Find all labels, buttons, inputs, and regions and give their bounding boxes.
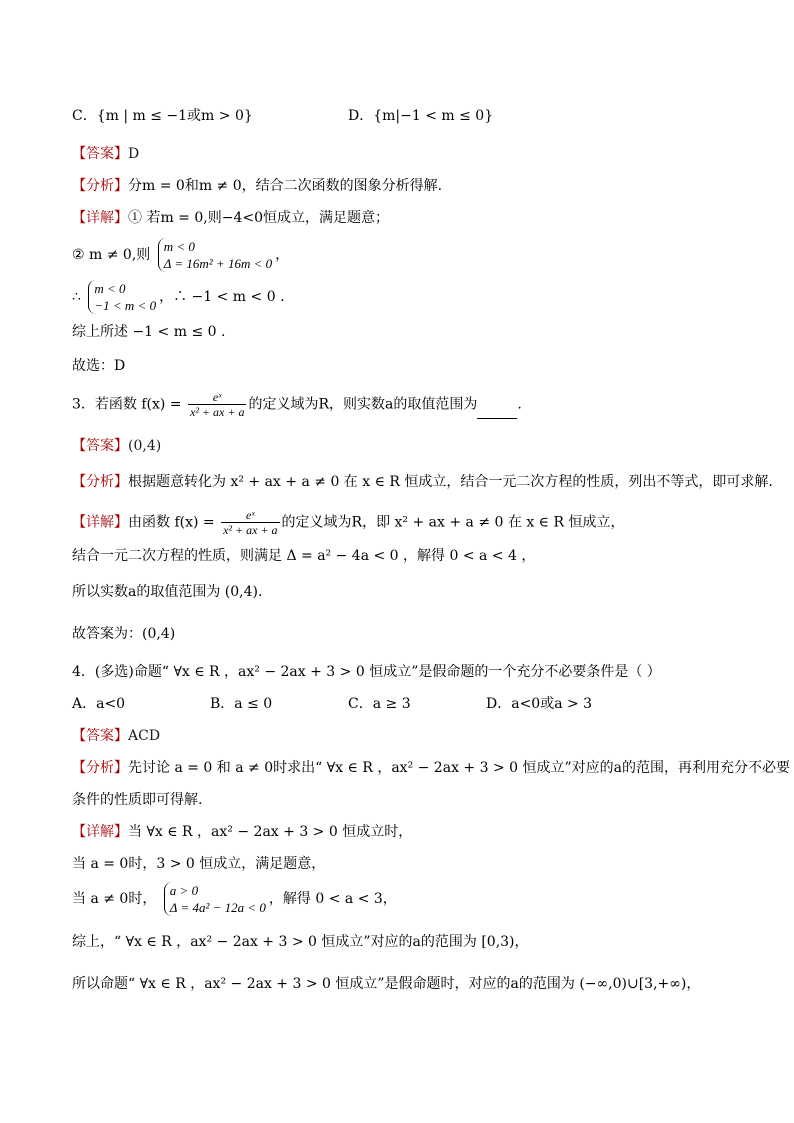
q3-final: 故答案为：(0,4) [72, 626, 176, 642]
q4-detail-1: 当 ∀x ∈ R ，ax² − 2ax + 3 > 0 恒成立时， [128, 824, 413, 840]
q2-option-c: C．{m | m ≤ −1或m > 0} [72, 108, 253, 124]
fraction-numerator: eˣ [188, 390, 246, 405]
q4-answer-line [72, 726, 160, 746]
q4-answer: ACD [128, 728, 161, 744]
q3-analysis-line [72, 472, 773, 492]
q3-detail-2: 结合一元二次方程的性质，则满足 Δ = a² − 4a < 0 ，解得 0 < a < 4 ， [72, 548, 536, 564]
q3-analysis: 根据题意转化为 x² + ax + a ≠ 0 在 x ∈ R 恒成立，结合一元二次方程的性质，列出不等式，即可求解. [128, 474, 773, 490]
q4-detail-5: 所以命题“ ∀x ∈ R ，ax² − 2ax + 3 > 0 恒成立”是假命题时，对应的a的范围为 (−∞,0)∪[3,+∞)， [72, 976, 701, 992]
fraction-denominator: x² + ax + a [190, 405, 245, 419]
q4-detail-line-1 [72, 822, 412, 842]
q3-stem-suffix: 的定义域为R，则实数a的取值范围为 [248, 396, 478, 413]
system-row: a > 0 [169, 883, 199, 898]
q4-analysis-1: 先讨论 a = 0 和 a ≠ 0时求出“ ∀x ∈ R ，ax² − 2ax + 3 > 0 恒成立”对应的a的范围，再利用充分不必要 [128, 760, 790, 776]
q4-option-b: B．a ≤ 0 [210, 696, 273, 712]
analysis-tag: 【分析】 [72, 178, 128, 194]
q3-detail-fraction [221, 508, 279, 537]
q3-stem-end: . [517, 396, 522, 413]
q4-detail-3-prefix: 当 a ≠ 0时， [72, 891, 157, 907]
q2-option-d: D．{m|−1 < m ≤ 0} [348, 108, 494, 124]
q4-detail-line-3 [72, 882, 397, 916]
system-row: Δ = 4a² − 12a < 0 [169, 900, 266, 915]
system-row: Δ = 16m² + 16m < 0 [163, 256, 273, 271]
q2-detail-line-1 [72, 208, 389, 228]
q4-detail-3-suffix: ，解得 0 < a < 3， [268, 891, 397, 907]
q2-detail-2-suffix: ， [275, 247, 290, 263]
answer-tag: 【答案】 [72, 438, 128, 454]
q3-detail-line-1 [72, 508, 625, 537]
q3-detail-3: 所以实数a的取值范围为 (0,4). [72, 584, 263, 600]
q2-detail-1: ① 若m = 0,则−4<0恒成立，满足题意； [128, 210, 389, 226]
detail-tag: 【详解】 [72, 514, 128, 531]
q2-detail-3-system [88, 280, 156, 314]
q3-answer-line [72, 436, 161, 456]
answer-blank [477, 404, 517, 419]
system-row: −1 < m < 0 [94, 298, 157, 313]
q2-analysis: 分m = 0和m ≠ 0，结合二次函数的图象分析得解. [128, 178, 443, 194]
q4-option-a: A．a<0 [72, 696, 126, 712]
detail-tag: 【详解】 [72, 210, 128, 226]
analysis-tag: 【分析】 [72, 760, 128, 776]
q4-option-c: C．a ≥ 3 [348, 696, 411, 712]
answer-tag: 【答案】 [72, 146, 128, 162]
fraction-numerator: eˣ [221, 508, 279, 523]
q4-option-d: D．a<0或a > 3 [486, 696, 593, 712]
q3-answer: (0,4) [128, 438, 162, 454]
q2-analysis-line [72, 176, 442, 196]
detail-tag: 【详解】 [72, 824, 128, 840]
q2-detail-3-suffix: ，∴ −1 < m < 0 . [159, 289, 285, 305]
q3-detail-1-suffix: 的定义域为R，即 x² + ax + a ≠ 0 在 x ∈ R 恒成立， [281, 514, 625, 531]
q2-answer-line [72, 144, 139, 164]
answer-tag: 【答案】 [72, 728, 128, 744]
therefore-symbol: ∴ [72, 289, 81, 305]
q2-answer: D [128, 146, 140, 162]
q2-summary: 综上所述 −1 < m ≤ 0 . [72, 324, 226, 340]
q2-detail-2-prefix: ② m ≠ 0,则 [72, 247, 151, 263]
system-row: m < 0 [94, 281, 126, 296]
q3-detail-1-prefix: 由函数 f(x) = [128, 514, 215, 531]
q2-choose: 故选：D [72, 358, 126, 374]
q4-analysis-line-1 [72, 758, 790, 778]
q4-detail-2: 当 a = 0时，3 > 0 恒成立，满足题意， [72, 856, 326, 872]
q2-detail-2-system [158, 238, 272, 272]
analysis-tag: 【分析】 [72, 474, 128, 490]
q4-stem: 4．(多选)命题“ ∀x ∈ R ，ax² − 2ax + 3 > 0 恒成立”是假命题的一个充分不必要条件是（ ） [72, 664, 661, 680]
q3-stem-prefix: 3．若函数 f(x) = [72, 396, 182, 413]
fraction-denominator: x² + ax + a [223, 523, 278, 537]
q4-analysis-2: 条件的性质即可得解. [72, 792, 203, 808]
q2-detail-line-2 [72, 238, 289, 272]
q2-detail-line-3 [72, 280, 285, 314]
q3-fraction [188, 390, 246, 419]
q3-stem [72, 390, 522, 419]
system-row: m < 0 [163, 239, 195, 254]
q4-detail-3-system [164, 882, 266, 916]
q4-detail-4: 综上，“ ∀x ∈ R ，ax² − 2ax + 3 > 0 恒成立”对应的a的范围为 [0,3)， [72, 934, 529, 950]
